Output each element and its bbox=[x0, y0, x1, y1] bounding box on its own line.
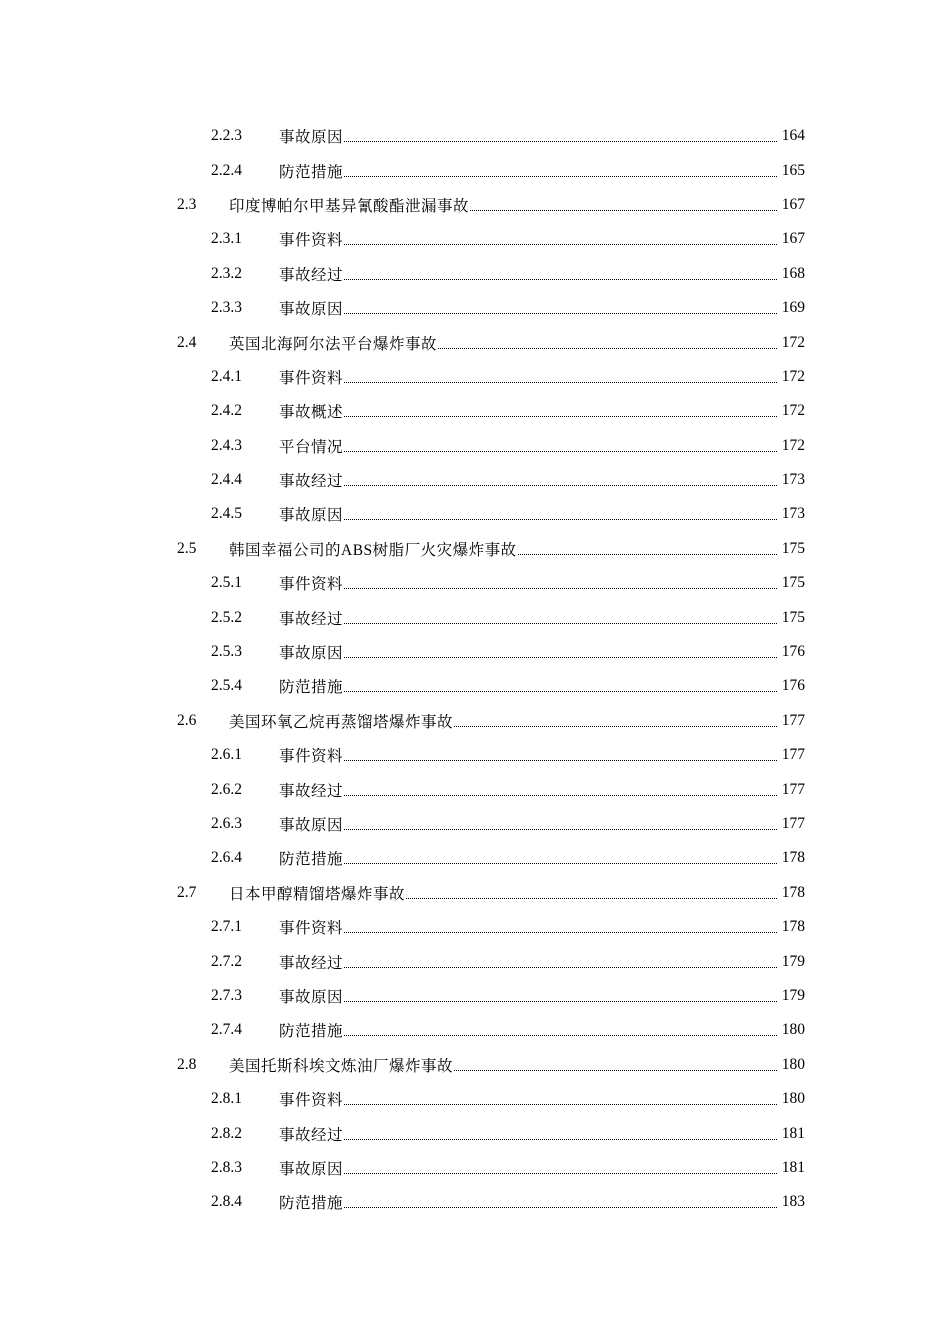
toc-dot-leader bbox=[344, 450, 777, 452]
toc-entry-number: 2.4.1 bbox=[211, 367, 242, 385]
toc-entry-page: 177 bbox=[781, 780, 805, 798]
toc-entry-page: 175 bbox=[781, 608, 805, 626]
toc-dot-leader bbox=[344, 862, 777, 864]
toc-entry-page: 168 bbox=[781, 264, 805, 282]
toc-entry-title: 事故经过 bbox=[279, 782, 344, 800]
toc-entry-title: 事故经过 bbox=[279, 1126, 344, 1144]
toc-entry-title: 事故原因 bbox=[279, 645, 344, 663]
toc-dot-leader bbox=[344, 587, 777, 589]
toc-entry[interactable] bbox=[0, 1048, 950, 1082]
toc-entry[interactable] bbox=[0, 566, 950, 600]
toc-entry-title: 平台情况 bbox=[279, 438, 344, 456]
toc-entry-number: 2.5.3 bbox=[211, 643, 242, 661]
toc-entry[interactable] bbox=[0, 1082, 950, 1116]
toc-entry-number: 2.4.5 bbox=[211, 505, 242, 523]
toc-entry-title: 事故原因 bbox=[279, 301, 344, 319]
toc-dot-leader bbox=[454, 1069, 777, 1071]
toc-entry-number: 2.7.4 bbox=[211, 1021, 242, 1039]
toc-entry-number: 2.6.4 bbox=[211, 849, 242, 867]
toc-entry[interactable] bbox=[0, 704, 950, 738]
toc-entry-number: 2.3.2 bbox=[211, 264, 242, 282]
toc-entry-title: 英国北海阿尔法平台爆炸事故 bbox=[229, 335, 438, 353]
toc-entry[interactable] bbox=[0, 222, 950, 256]
toc-entry-title: 美国环氧乙烷再蒸馏塔爆炸事故 bbox=[229, 713, 454, 731]
toc-entry-number: 2.6.1 bbox=[211, 746, 242, 764]
toc-dot-leader bbox=[344, 1206, 777, 1208]
toc-entry-number: 2.3.3 bbox=[211, 299, 242, 317]
toc-entry-page: 179 bbox=[781, 952, 805, 970]
toc-entry-title: 事件资料 bbox=[279, 369, 344, 387]
toc-entry-number: 2.2.3 bbox=[211, 127, 242, 145]
toc-entry[interactable] bbox=[0, 635, 950, 669]
toc-dot-leader bbox=[344, 828, 777, 830]
toc-entry[interactable] bbox=[0, 876, 950, 910]
toc-dot-leader bbox=[454, 725, 777, 727]
toc-entry-page: 172 bbox=[781, 367, 805, 385]
toc-entry[interactable] bbox=[0, 910, 950, 944]
toc-dot-leader bbox=[344, 931, 777, 933]
toc-entry-page: 164 bbox=[781, 127, 805, 145]
toc-entry-page: 175 bbox=[781, 574, 805, 592]
toc-entry-title: 防范措施 bbox=[279, 679, 344, 697]
toc-dot-leader bbox=[344, 1034, 777, 1036]
toc-dot-leader bbox=[344, 518, 777, 520]
toc-entry-title: 防范措施 bbox=[279, 1023, 344, 1041]
toc-entry[interactable] bbox=[0, 497, 950, 531]
toc-entry-title: 美国托斯科埃文炼油厂爆炸事故 bbox=[229, 1057, 454, 1075]
toc-entry-page: 178 bbox=[781, 883, 805, 901]
toc-dot-leader bbox=[406, 897, 777, 899]
toc-entry-title: 事故原因 bbox=[279, 817, 344, 834]
toc-dot-leader bbox=[344, 1000, 777, 1002]
toc-entry-number: 2.8.3 bbox=[211, 1158, 242, 1176]
toc-entry-number: 2.8.2 bbox=[211, 1124, 242, 1142]
toc-entry-title: 事故原因 bbox=[279, 988, 344, 1006]
toc-dot-leader bbox=[344, 1138, 777, 1140]
toc-entry[interactable] bbox=[0, 429, 950, 463]
toc-dot-leader bbox=[344, 484, 777, 486]
toc-entry-number: 2.4 bbox=[177, 333, 197, 351]
toc-entry-page: 172 bbox=[781, 333, 805, 351]
toc-dot-leader bbox=[344, 656, 777, 658]
toc-entry-page: 178 bbox=[781, 849, 805, 867]
toc-dot-leader bbox=[438, 347, 777, 349]
toc-entry-title: 事故经过 bbox=[279, 473, 344, 491]
toc-entry-number: 2.2.4 bbox=[211, 161, 242, 179]
toc-dot-leader bbox=[344, 415, 777, 417]
toc-entry-number: 2.6.2 bbox=[211, 780, 242, 798]
toc-entry-title: 防范措施 bbox=[279, 163, 344, 181]
toc-entry-title: 日本甲醇精馏塔爆炸事故 bbox=[229, 885, 406, 903]
toc-entry-page: 177 bbox=[781, 746, 805, 764]
toc-entry-page: 173 bbox=[781, 505, 805, 523]
toc-entry[interactable] bbox=[0, 944, 950, 978]
toc-entry-page: 177 bbox=[781, 711, 805, 729]
toc-entry[interactable] bbox=[0, 1151, 950, 1185]
toc-entry-title: 防范措施 bbox=[279, 1195, 344, 1213]
toc-dot-leader bbox=[344, 243, 777, 245]
toc-entry-page: 177 bbox=[781, 815, 805, 832]
toc-entry-title: 事故概述 bbox=[279, 404, 344, 422]
toc-entry-number: 2.4.3 bbox=[211, 436, 242, 454]
toc-entry-number: 2.7.1 bbox=[211, 918, 242, 936]
toc-entry-page: 180 bbox=[781, 1055, 805, 1073]
toc-entry-number: 2.7.3 bbox=[211, 986, 242, 1004]
toc-entry-page: 169 bbox=[781, 299, 805, 317]
toc-entry-page: 176 bbox=[781, 643, 805, 661]
toc-dot-leader bbox=[344, 794, 777, 796]
toc-entry[interactable] bbox=[0, 360, 950, 394]
toc-entry-title: 事故原因 bbox=[279, 507, 344, 525]
toc-entry-number: 2.8.4 bbox=[211, 1193, 242, 1211]
toc-dot-leader bbox=[344, 1172, 777, 1174]
toc-dot-leader bbox=[344, 690, 777, 692]
toc-dot-leader bbox=[344, 966, 777, 968]
toc-entry[interactable] bbox=[0, 841, 950, 875]
toc-entry-title: 韩国幸福公司的ABS树脂厂火灾爆炸事故 bbox=[229, 541, 517, 559]
toc-entry-number: 2.5.4 bbox=[211, 677, 242, 695]
toc-entry-title: 印度博帕尔甲基异氰酸酯泄漏事故 bbox=[229, 197, 470, 215]
toc-entry-number: 2.6.3 bbox=[211, 815, 242, 832]
toc-dot-leader bbox=[344, 759, 777, 761]
toc-entry[interactable] bbox=[0, 257, 950, 291]
toc-entry-number: 2.8 bbox=[177, 1055, 197, 1073]
toc-entry[interactable] bbox=[0, 807, 950, 841]
toc-entry-page: 173 bbox=[781, 471, 805, 489]
toc-entry-number: 2.8.1 bbox=[211, 1090, 242, 1108]
toc-entry-number: 2.3.1 bbox=[211, 230, 242, 248]
toc-dot-leader bbox=[344, 1103, 777, 1105]
toc-entry-page: 176 bbox=[781, 677, 805, 695]
toc-dot-leader bbox=[344, 278, 777, 280]
toc-entry-title: 事件资料 bbox=[279, 1092, 344, 1110]
toc-entry-page: 183 bbox=[781, 1193, 805, 1211]
toc-entry[interactable] bbox=[0, 532, 950, 566]
toc-entry-page: 167 bbox=[781, 230, 805, 248]
toc-dot-leader bbox=[344, 622, 777, 624]
table-of-contents bbox=[0, 119, 950, 1220]
toc-entry-number: 2.4.4 bbox=[211, 471, 242, 489]
toc-entry-page: 181 bbox=[781, 1158, 805, 1176]
toc-entry-page: 165 bbox=[781, 161, 805, 179]
toc-dot-leader bbox=[344, 175, 777, 177]
toc-dot-leader bbox=[344, 140, 777, 142]
toc-entry[interactable] bbox=[0, 291, 950, 325]
toc-entry[interactable] bbox=[0, 325, 950, 359]
toc-entry-number: 2.5 bbox=[177, 539, 197, 557]
toc-dot-leader bbox=[518, 553, 777, 555]
toc-entry-page: 180 bbox=[781, 1021, 805, 1039]
toc-entry[interactable] bbox=[0, 119, 950, 153]
toc-entry-page: 179 bbox=[781, 986, 805, 1004]
toc-entry-title: 事故原因 bbox=[279, 1160, 344, 1178]
toc-entry[interactable] bbox=[0, 600, 950, 634]
toc-entry-number: 2.4.2 bbox=[211, 402, 242, 420]
toc-entry[interactable] bbox=[0, 1116, 950, 1150]
toc-entry-title: 事件资料 bbox=[279, 576, 344, 594]
toc-entry-title: 事故经过 bbox=[279, 266, 344, 284]
toc-entry-page: 175 bbox=[781, 539, 805, 557]
toc-entry[interactable] bbox=[0, 394, 950, 428]
toc-entry-title: 事件资料 bbox=[279, 920, 344, 938]
toc-entry[interactable] bbox=[0, 463, 950, 497]
toc-entry[interactable] bbox=[0, 738, 950, 772]
toc-entry-title: 事故经过 bbox=[279, 610, 344, 628]
toc-entry-number: 2.3 bbox=[177, 195, 197, 213]
toc-entry-title: 事故原因 bbox=[279, 129, 344, 147]
toc-entry[interactable] bbox=[0, 1185, 950, 1219]
toc-entry-title: 事件资料 bbox=[279, 232, 344, 250]
toc-entry-title: 事故经过 bbox=[279, 954, 344, 972]
toc-entry[interactable] bbox=[0, 153, 950, 187]
toc-entry-page: 178 bbox=[781, 918, 805, 936]
toc-entry-page: 172 bbox=[781, 436, 805, 454]
toc-entry-number: 2.5.2 bbox=[211, 608, 242, 626]
toc-entry[interactable] bbox=[0, 772, 950, 806]
toc-entry[interactable] bbox=[0, 1013, 950, 1047]
toc-entry-page: 180 bbox=[781, 1090, 805, 1108]
toc-entry-number: 2.6 bbox=[177, 711, 197, 729]
toc-dot-leader bbox=[470, 209, 777, 211]
toc-dot-leader bbox=[344, 381, 777, 383]
toc-entry-page: 172 bbox=[781, 402, 805, 420]
toc-entry-number: 2.5.1 bbox=[211, 574, 242, 592]
toc-dot-leader bbox=[344, 312, 777, 314]
toc-entry-title: 事件资料 bbox=[279, 748, 344, 766]
toc-entry[interactable] bbox=[0, 979, 950, 1013]
toc-entry-number: 2.7.2 bbox=[211, 952, 242, 970]
toc-entry-title: 防范措施 bbox=[279, 851, 344, 869]
toc-entry-page: 181 bbox=[781, 1124, 805, 1142]
toc-entry-page: 167 bbox=[781, 195, 805, 213]
toc-entry[interactable] bbox=[0, 188, 950, 222]
toc-entry-number: 2.7 bbox=[177, 883, 197, 901]
toc-entry[interactable] bbox=[0, 669, 950, 703]
